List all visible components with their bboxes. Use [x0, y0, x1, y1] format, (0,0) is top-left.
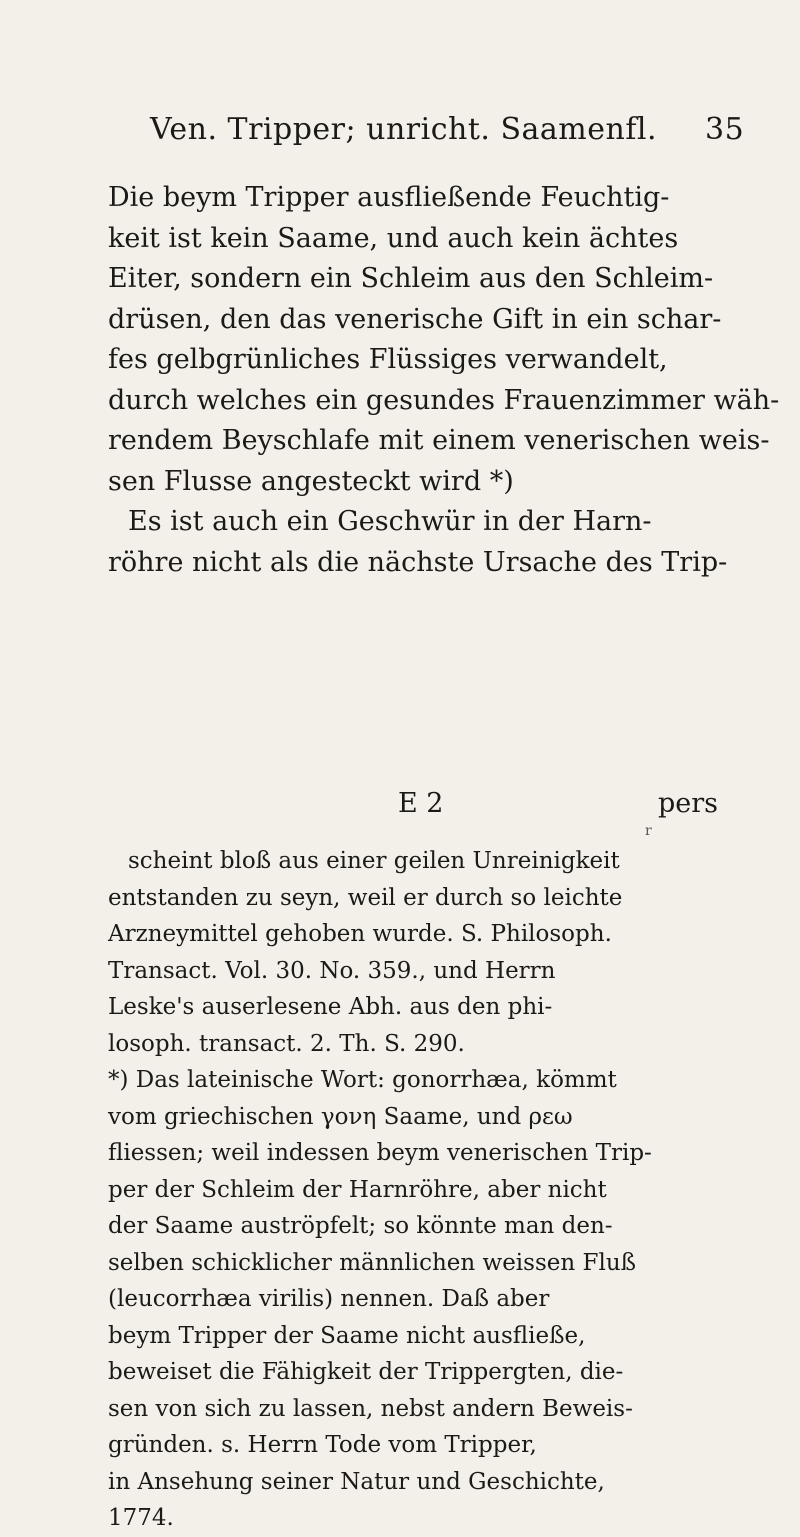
footnote-line: der Saame auströpfelt; so könnte man den-	[108, 1213, 613, 1239]
footnote-line: fliessen; weil indessen beym venerischen Trip-	[108, 1140, 652, 1166]
footnote-line: selben schicklicher männlichen weissen Fluß	[108, 1249, 637, 1276]
text-line: Es ist auch ein Geschwür in der Harn-	[128, 506, 652, 537]
signature-mark: E 2	[398, 788, 444, 819]
footnote-line: gründen. s. Herrn Tode vom Tripper,	[108, 1432, 537, 1458]
running-head	[150, 112, 750, 152]
footnote-line: beweiset die Fähigkeit der Trippergten, die-	[108, 1359, 624, 1385]
text-line: keit ist kein Saame, und auch kein ächtes	[108, 222, 679, 254]
footnote-line: 1774.	[108, 1505, 174, 1531]
footnote-line: (leucorrhæa virilis) nennen. Daß aber	[108, 1286, 550, 1312]
text-line: sen Flusse angesteckt wird *)	[108, 465, 514, 497]
text-line: drüsen, den das venerische Gift in ein schar-	[108, 303, 722, 335]
footnote-line: Leske's auserlesene Abh. aus den phi-	[108, 994, 553, 1020]
footnote-line: per der Schleim der Harnröhre, aber nicht	[108, 1176, 607, 1203]
text-line: röhre nicht als die nächste Ursache des Trip-	[108, 546, 728, 578]
footnote-line: beym Tripper der Saame nicht ausfließe,	[108, 1322, 586, 1349]
text-line: durch welches ein gesundes Frauenzimmer wäh-	[108, 384, 780, 416]
footnote-line: Arzneymittel gehoben wurde. S. Philosoph.	[108, 921, 612, 947]
footnote-line: in Ansehung seiner Natur und Geschichte,	[108, 1468, 605, 1495]
footnote-line: *) Das lateinische Wort: gonorrhæa, kömmt	[108, 1067, 617, 1093]
text-line: fes gelbgrünliches Flüssiges verwandelt,	[108, 344, 668, 375]
footnote-line: losoph. transact. 2. Th. S. 290.	[108, 1030, 465, 1057]
main-text	[108, 178, 780, 583]
footnote-line: entstanden zu seyn, weil er durch so leichte	[108, 884, 623, 911]
footnote-line: scheint bloß aus einer geilen Unreinigkeit	[128, 848, 620, 874]
text-line: Die beym Tripper ausfließende Feuchtig-	[108, 182, 670, 213]
running-title: Ven. Tripper; unricht. Saamenfl.	[150, 112, 658, 147]
text-line: Eiter, sondern ein Schleim aus den Schleim-	[108, 263, 714, 294]
page-number: 35	[705, 112, 745, 147]
margin-mark: r	[645, 823, 652, 839]
footnote-line: sen von sich zu lassen, nebst andern Beweis-	[108, 1395, 633, 1422]
footnote-line: vom griechischen γονη Saame, und ρεω	[108, 1103, 573, 1130]
catchline	[108, 788, 768, 828]
footnote-line: Transact. Vol. 30. No. 359., und Herrn	[108, 957, 556, 984]
footnote	[108, 843, 768, 1537]
text-line: rendem Beyschlafe mit einem venerischen weis-	[108, 425, 770, 456]
catchword: pers	[658, 788, 719, 819]
